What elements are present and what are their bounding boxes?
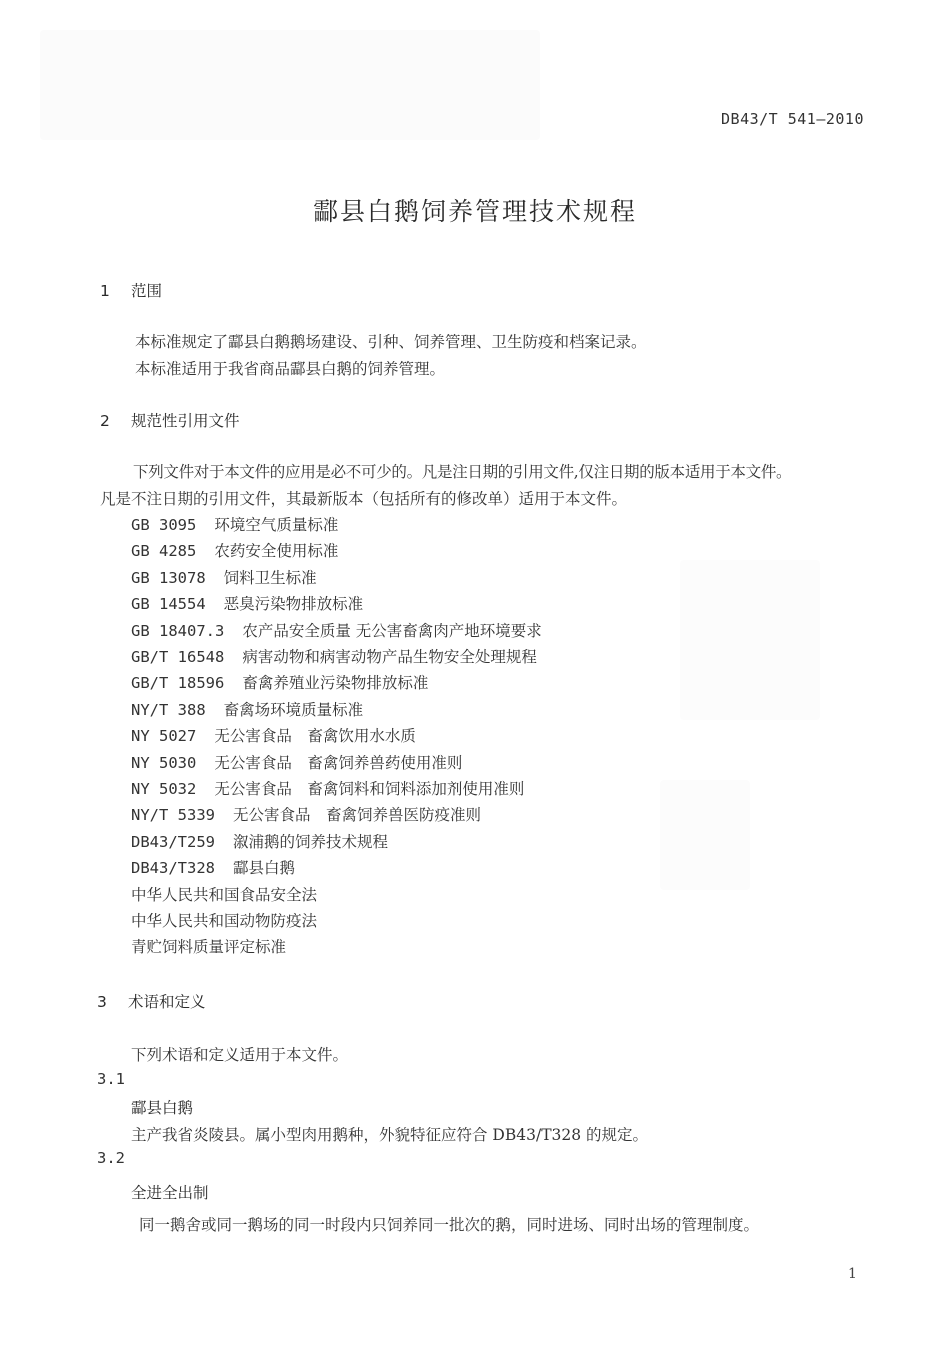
term-name: 酃县白鹅 [131,1099,194,1117]
scan-noise-right [680,560,820,720]
section-number: 3 [97,993,107,1011]
reference-item [131,883,317,905]
document-title: 酃县白鹅饲养管理技术规程 [312,197,637,226]
term-definition: 同一鹅舍或同一鹅场的同一时段内只饲养同一批次的鹅，同时进场、同时出场的管理制度。 [139,1216,760,1234]
reference-title: 恶臭污染物排放标准 [223,595,364,614]
paragraph: 本标准适用于我省商品酃县白鹅的饲养管理。 [135,360,446,378]
reference-title: 无公害食品 畜禽饮用水水质 [214,727,416,746]
section-title: 范围 [130,282,162,300]
reference-item [131,856,295,878]
scan-noise-right-2 [660,780,750,890]
reference-item [131,830,388,852]
reference-title: 无公害食品 畜禽饲养兽药使用准则 [214,753,463,772]
reference-item [131,698,363,720]
paragraph: 下列文件对于本文件的应用是必不可少的。凡是注日期的引用文件,仅注日期的版本适用于本文件。 [133,463,792,481]
reference-title: 病害动物和病害动物产品生物安全处理规程 [242,648,537,666]
reference-item [131,619,542,641]
paragraph: 下列术语和定义适用于本文件。 [131,1046,349,1064]
reference-code: GB/T 16548 [131,648,225,666]
section-1-heading [100,279,162,301]
section-2-heading [100,409,239,431]
paragraph: 凡是不注日期的引用文件，其最新版本（包括所有的修改单）适用于本文件。 [100,490,628,508]
reference-code: GB/T 18596 [131,674,225,693]
reference-item [131,777,524,799]
reference-item [131,803,481,825]
reference-item [131,671,428,693]
reference-title: 无公害食品 畜禽饲养兽医防疫准则 [233,806,482,825]
reference-title: 畜禽养殖业污染物排放标准 [242,674,429,693]
reference-item [131,539,338,561]
reference-code: DB43/T259 [131,832,215,851]
term-name: 全进全出制 [131,1184,209,1202]
reference-code: GB 18407.3 [131,621,225,640]
section-title: 术语和定义 [127,993,206,1011]
reference-title: 中华人民共和国食品安全法 [131,885,318,904]
reference-item [131,909,317,931]
reference-code: GB 3095 [131,516,197,534]
reference-title: 无公害食品 畜禽饲料和饲料添加剂使用准则 [214,780,525,798]
term-definition: 主产我省炎陵县。属小型肉用鹅种，外貌特征应符合 DB43/T328 的规定。 [131,1126,649,1144]
reference-title: 溆浦鹅的饲养技术规程 [233,832,389,851]
reference-code: DB43/T328 [131,859,215,878]
reference-code: NY 5032 [131,780,197,798]
reference-item [131,645,537,667]
section-3-heading [97,990,205,1012]
term-number: 3.2 [97,1149,125,1167]
section-number: 2 [100,412,110,430]
reference-item [131,751,462,773]
reference-item [131,513,338,535]
term-number: 3.1 [97,1070,125,1088]
reference-code: GB 14554 [131,595,206,614]
reference-item [131,566,317,588]
reference-item [131,935,286,957]
reference-code: NY 5030 [131,753,197,772]
section-number: 1 [100,282,110,300]
page-number: 1 [848,1266,857,1282]
reference-item [131,724,416,746]
document-code: DB43/T 541—2010 [721,110,864,128]
reference-code: GB 4285 [131,542,197,561]
reference-code: GB 13078 [131,568,206,587]
reference-code: NY 5027 [131,727,197,746]
reference-item [131,592,363,614]
reference-title: 酃县白鹅 [233,859,296,878]
paragraph: 本标准规定了酃县白鹅鹅场建设、引种、饲养管理、卫生防疫和档案记录。 [135,333,647,351]
reference-title: 农产品安全质量 无公害畜禽肉产地环境要求 [242,621,542,640]
reference-code: NY/T 5339 [131,806,215,825]
section-title: 规范性引用文件 [130,412,240,430]
reference-title: 环境空气质量标准 [214,516,339,534]
reference-title: 农药安全使用标准 [214,542,339,561]
reference-title: 中华人民共和国动物防疫法 [131,912,318,930]
reference-code: NY/T 388 [131,700,206,719]
scan-noise-top-left [40,30,540,140]
reference-title: 畜禽场环境质量标准 [223,700,364,719]
reference-title: 饲料卫生标准 [223,568,317,587]
reference-title: 青贮饲料质量评定标准 [131,938,287,957]
